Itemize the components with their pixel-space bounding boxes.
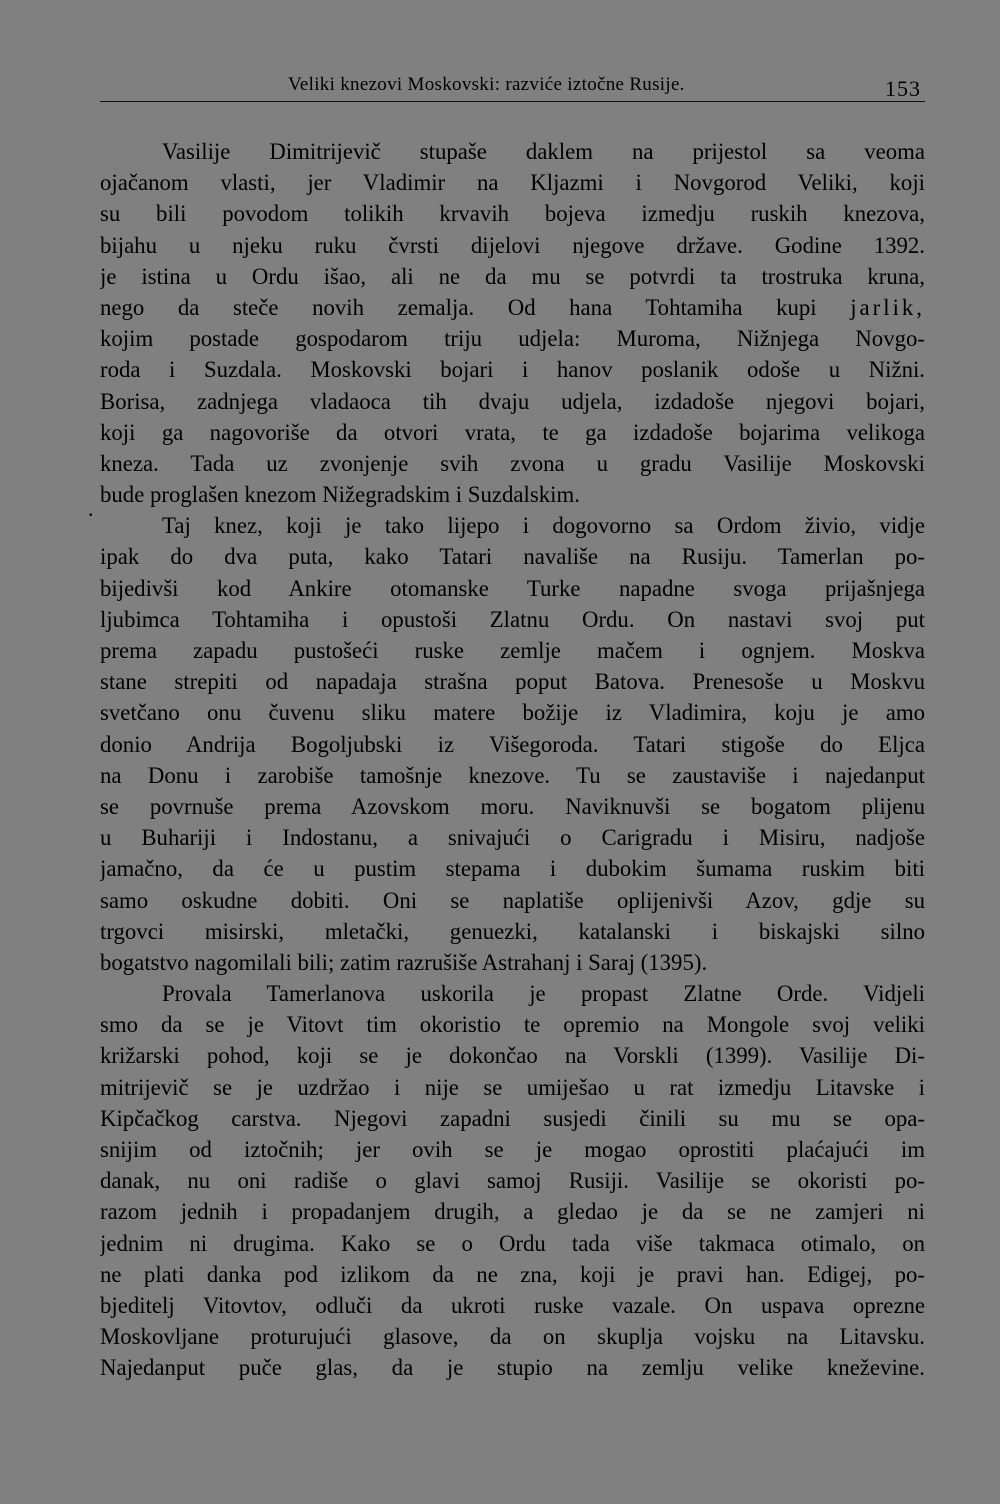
text-line: u Buhariji i Indostanu, a snivajući o Carigradu i Misiru, nadjoše [100, 825, 925, 851]
text-line-part: nego da steče novih zemalja. Od hana Tohtamiha kupi [100, 294, 817, 320]
text-line: Provala Tamerlanova uskorila je propast Zlatne Orde. Vidjeli [162, 981, 925, 1007]
text-line: danak, nu oni radiše o glavi samoj Rusiji. Vasilije se okoristi po- [100, 1168, 925, 1194]
text-line: bijahu u njeku ruku čvrsti dijelovi njegove države. Godine 1392. [100, 232, 925, 258]
page-header [100, 70, 925, 100]
text-line: ipak do dva puta, kako Tatari navališe na Rusiju. Tamerlan po- [100, 544, 925, 570]
body-text [100, 136, 925, 1384]
text-line: je istina u Ordu išao, ali ne da mu se potvrdi ta trostruka kruna, [100, 263, 925, 289]
text-line: donio Andrija Bogoljubski iz Višegoroda. Tatari stigoše do Eljca [100, 731, 925, 757]
text-line: Moskovljane proturujući glasove, da on skuplja vojsku na Litavsku. [100, 1324, 925, 1350]
text-line: svetčano onu čuvenu sliku matere božije iz Vladimira, koju je amo [100, 700, 925, 726]
running-title: Veliki knezovi Moskovski: razviće iztočne Rusije. [288, 74, 685, 95]
text-line: na Donu i zarobiše tamošnje knezove. Tu se zaustaviše i najedanput [100, 762, 925, 788]
text-line: jamačno, da će u pustim stepama i dubokim šumama ruskim biti [100, 856, 925, 882]
text-line: jednim ni drugima. Kako se o Ordu tada više takmaca otimalo, on [100, 1230, 925, 1256]
text-line: snijim od iztočnih; jer ovih se je mogao oprostiti plaćajući im [100, 1137, 925, 1162]
text-line: Vasilije Dimitrijevič stupaše daklem na prijestol sa veoma [162, 139, 925, 164]
text-line: mitrijevič se je uzdržao i nije se umiješao u rat izmedju Litavske i [100, 1074, 925, 1100]
text-line: stane strepiti od napadaja strašna poput Batova. Prenesoše u Moskvu [100, 669, 925, 695]
text-line: bogatstvo nagomilali bili; zatim razrušiše Astrahanj i Saraj (1395). [100, 949, 708, 975]
margin-mark: . [88, 496, 94, 521]
text-line: križarski pohod, koji se je dokončao na Vorskli (1399). Vasilije Di- [100, 1043, 925, 1069]
text-line: ljubimca Tohtamiha i opustoši Zlatnu Ordu. On nastavi svoj put [100, 606, 925, 632]
text-line: kneza. Tada uz zvonjenje svih zvona u gradu Vasilije Moskovski [100, 450, 925, 476]
text-line: smo da se je Vitovt tim okoristio te opremio na Mongole svoj veliki [100, 1012, 925, 1038]
text-line: se povrnuše prema Azovskom moru. Naviknuvši se bogatom plijenu [100, 793, 925, 819]
text-line: bude proglašen knezom Nižegradskim i Suzdalskim. [100, 482, 580, 508]
page-number: 153 [885, 76, 921, 101]
text-line: bijedivši kod Ankire otomanske Turke napadne svoga prijašnjega [100, 575, 925, 601]
text-line: Kipčačkog carstva. Njegovi zapadni susjedi činili su mu se opa- [100, 1105, 925, 1131]
text-line: razom jednih i propadanjem drugih, a gledao je da se ne zamjeri ni [100, 1199, 925, 1225]
text-line: samo oskudne dobiti. Oni se naplatiše oplijenivši Azov, gdje su [100, 887, 925, 913]
text-line: trgovci misirski, mletački, genuezki, katalanski i biskajski silno [100, 918, 925, 944]
text-line: bjeditelj Vitovtov, odluči da ukroti ruske vazale. On uspava oprezne [100, 1292, 925, 1318]
text-line: Borisa, zadnjega vladaoca tih dvaju udjela, izdadoše njegovi bojari, [100, 388, 925, 414]
text-line: Najedanput puče glas, da je stupio na zemlju velike kneževine. [100, 1355, 925, 1381]
header-rule [100, 101, 925, 102]
text-line: Taj knez, koji je tako lijepo i dogovorno sa Ordom živio, vidje [162, 513, 925, 539]
text-line: koji ga nagovoriše da otvori vrata, te ga izdadoše bojarima velikoga [100, 419, 925, 445]
text-line: kojim postade gospodarom triju udjela: Muroma, Nižnjega Novgo- [100, 326, 925, 352]
text-line: prema zapadu pustošeći ruske zemlje mačem i ognjem. Moskva [100, 638, 925, 663]
spaced-word: jarlik, [850, 294, 925, 320]
text-line [100, 292, 925, 323]
text-line: ne plati danka pod izlikom da ne zna, koji je pravi han. Edigej, po- [100, 1261, 925, 1287]
text-line: roda i Suzdala. Moskovski bojari i hanov poslanik odoše u Nižni. [100, 357, 925, 383]
text-line: su bili povodom tolikih krvavih bojeva izmedju ruskih knezova, [100, 201, 925, 227]
text-line: ojačanom vlasti, jer Vladimir na Kljazmi i Novgorod Veliki, koji [100, 170, 925, 196]
